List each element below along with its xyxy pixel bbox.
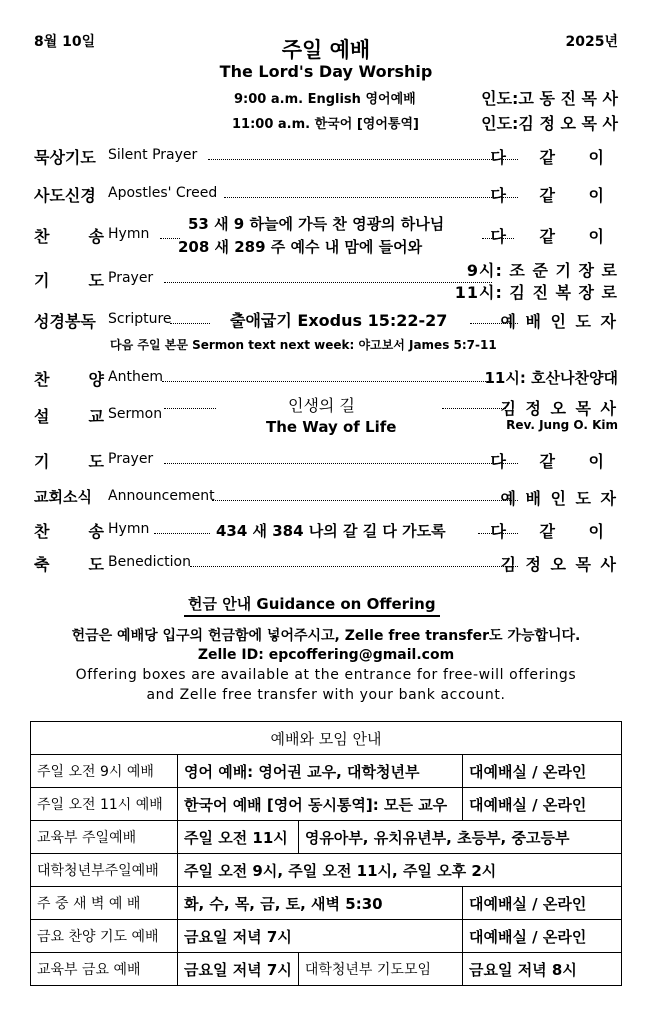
leader-dots bbox=[190, 566, 518, 567]
service-date: 8월 10일 bbox=[34, 34, 96, 50]
item-responsible: 예 배 인 도 자 bbox=[500, 312, 618, 331]
offering-line-1: 헌금은 예배당 입구의 헌금함에 넣어주시고, Zelle free transfer도 가능합니다. bbox=[71, 628, 581, 644]
item-korean: 묵상기도 bbox=[34, 148, 96, 167]
schedule-label: 대학청년부주일예배 bbox=[31, 854, 178, 887]
item-korean: 축 도 bbox=[34, 555, 104, 574]
order-anthem bbox=[30, 364, 620, 390]
leader-dots bbox=[212, 500, 518, 501]
item-korean: 사도신경 bbox=[34, 186, 96, 205]
item-english: Silent Prayer bbox=[108, 147, 198, 163]
item-english: Benediction bbox=[108, 554, 191, 570]
table-header-row bbox=[31, 722, 622, 755]
leader-dots bbox=[154, 533, 210, 534]
leader-dots bbox=[164, 408, 216, 409]
order-prayer-1 bbox=[30, 256, 620, 302]
sermon-title-english: The Way of Life bbox=[266, 418, 397, 436]
schedule-location: 대예배실 / 온라인 bbox=[463, 755, 622, 788]
schedule-time: 금요일 저녁 8시 bbox=[463, 953, 622, 986]
table-row bbox=[31, 887, 622, 920]
item-english: Sermon bbox=[108, 406, 163, 422]
item-responsible: 다 같 이 bbox=[490, 148, 618, 167]
scripture-text: 출애굽기 Exodus 15:22-27 bbox=[230, 311, 448, 330]
schedule-detail: 주일 오전 9시, 주일 오전 11시, 주일 오후 2시 bbox=[178, 854, 622, 887]
leader-dots bbox=[208, 159, 518, 160]
item-korean: 찬 송 bbox=[34, 227, 104, 246]
schedule-label: 교육부 주일예배 bbox=[31, 821, 178, 854]
table-row bbox=[31, 788, 622, 821]
order-silent-prayer bbox=[30, 142, 620, 168]
item-responsible: 김 정 오 목 사 bbox=[500, 555, 618, 574]
offering-heading: 헌금 안내 Guidance on Offering bbox=[184, 593, 440, 617]
item-korean: 교회소식 bbox=[34, 488, 92, 506]
offering-line-4: and Zelle free transfer with your bank account. bbox=[146, 687, 506, 703]
service-time-9am: 9:00 a.m. English 영어예배 bbox=[234, 92, 416, 107]
leader-dots bbox=[224, 197, 518, 198]
table-row bbox=[31, 755, 622, 788]
item-english: Hymn bbox=[108, 226, 150, 242]
schedule-label: 주 중 새 벽 예 배 bbox=[31, 887, 178, 920]
order-hymn-1 bbox=[30, 210, 620, 258]
item-english: Announcement bbox=[108, 488, 215, 504]
leader-dots bbox=[170, 323, 210, 324]
service-leader-11am: 인도:김 정 오 목 사 bbox=[481, 114, 618, 133]
page-title-korean: 주일 예배 bbox=[281, 38, 371, 62]
schedule-detail: 화, 수, 목, 금, 토, 새벽 5:30 bbox=[178, 887, 463, 920]
item-english: Apostles' Creed bbox=[108, 185, 218, 201]
schedule-table bbox=[30, 721, 622, 986]
service-year: 2025년 bbox=[565, 34, 618, 50]
table-row bbox=[31, 821, 622, 854]
service-leader-9am: 인도:고 동 진 목 사 bbox=[481, 89, 618, 108]
schedule-label: 주일 오전 9시 예배 bbox=[31, 755, 178, 788]
order-scripture bbox=[30, 306, 620, 332]
item-korean: 찬 양 bbox=[34, 370, 104, 389]
item-responsible: 11시: 호산나찬양대 bbox=[484, 369, 618, 387]
schedule-detail: 주일 오전 11시 bbox=[178, 821, 299, 854]
item-english: Prayer bbox=[108, 270, 154, 286]
leader-dots bbox=[442, 408, 506, 409]
schedule-detail: 영어 예배: 영어권 교우, 대학청년부 bbox=[178, 755, 463, 788]
item-korean: 성경봉독 bbox=[34, 312, 96, 331]
item-korean: 설 교 bbox=[34, 407, 104, 426]
order-sermon bbox=[30, 392, 620, 438]
hymn-line-1: 53 새 9 하늘에 가득 찬 영광의 하나님 bbox=[188, 215, 445, 233]
leader-dots bbox=[162, 381, 492, 382]
table-row bbox=[31, 953, 622, 986]
item-english: Scripture bbox=[108, 311, 172, 327]
schedule-location: 대예배실 / 온라인 bbox=[463, 887, 622, 920]
item-responsible: 예 배 인 도 자 bbox=[500, 489, 618, 508]
service-time-11am: 11:00 a.m. 한국어 [영어통역] bbox=[232, 117, 419, 132]
prayer-9am: 9시: 조 준 기 장 로 bbox=[466, 261, 618, 280]
item-responsible: 다 같 이 bbox=[490, 186, 618, 205]
item-english: Prayer bbox=[108, 451, 154, 467]
item-korean: 기 도 bbox=[34, 452, 104, 471]
schedule-location: 대예배실 / 온라인 bbox=[463, 920, 622, 953]
table-row bbox=[31, 920, 622, 953]
schedule-label: 금요 찬양 기도 예배 bbox=[31, 920, 178, 953]
prayer-11am: 11시: 김 진 복 장 로 bbox=[454, 283, 618, 302]
table-row bbox=[31, 854, 622, 887]
item-responsible: 다 같 이 bbox=[490, 452, 618, 471]
order-prayer-2 bbox=[30, 446, 620, 472]
offering-line-3: Offering boxes are available at the entrance for free-will offerings bbox=[75, 667, 577, 683]
schedule-label: 주일 오전 11시 예배 bbox=[31, 788, 178, 821]
zelle-id: Zelle ID: epcoffering@gmail.com bbox=[197, 647, 455, 663]
sermon-title-korean: 인생의 길 bbox=[288, 396, 355, 415]
schedule-departments: 영유아부, 유치유년부, 초등부, 중고등부 bbox=[298, 821, 621, 854]
leader-dots bbox=[164, 282, 492, 283]
leader-dots bbox=[164, 463, 518, 464]
schedule-detail: 금요일 저녁 7시 bbox=[178, 920, 463, 953]
order-hymn-2 bbox=[30, 516, 620, 542]
order-benediction bbox=[30, 549, 620, 575]
schedule-detail: 금요일 저녁 7시 bbox=[178, 953, 299, 986]
schedule-location: 대예배실 / 온라인 bbox=[463, 788, 622, 821]
item-korean: 찬 송 bbox=[34, 522, 104, 541]
hymn-2-text: 434 새 384 나의 갈 길 다 가도록 bbox=[216, 522, 446, 540]
order-creed bbox=[30, 180, 620, 206]
preacher-korean: 김 정 오 목 사 bbox=[500, 399, 618, 418]
item-korean: 기 도 bbox=[34, 271, 104, 290]
hymn-line-2: 208 새 289 주 예수 내 맘에 들어와 bbox=[178, 238, 423, 256]
order-announcement bbox=[30, 483, 620, 509]
schedule-detail: 한국어 예배 [영어 동시통역]: 모든 교우 bbox=[178, 788, 463, 821]
schedule-heading: 예배와 모임 안내 bbox=[31, 722, 622, 755]
item-english: Hymn bbox=[108, 521, 150, 537]
next-week-scripture: 다음 주일 본문 Sermon text next week: 야고보서 James 5:7-11 bbox=[110, 338, 497, 352]
schedule-label: 교육부 금요 예배 bbox=[31, 953, 178, 986]
item-responsible: 다 같 이 bbox=[490, 227, 618, 246]
leader-dots bbox=[160, 238, 180, 239]
page-title-english: The Lord's Day Worship bbox=[219, 62, 433, 81]
schedule-sub-label: 대학청년부 기도모임 bbox=[298, 953, 462, 986]
item-responsible: 다 같 이 bbox=[490, 522, 618, 541]
item-english: Anthem bbox=[108, 369, 164, 385]
preacher-english: Rev. Jung O. Kim bbox=[506, 418, 618, 432]
